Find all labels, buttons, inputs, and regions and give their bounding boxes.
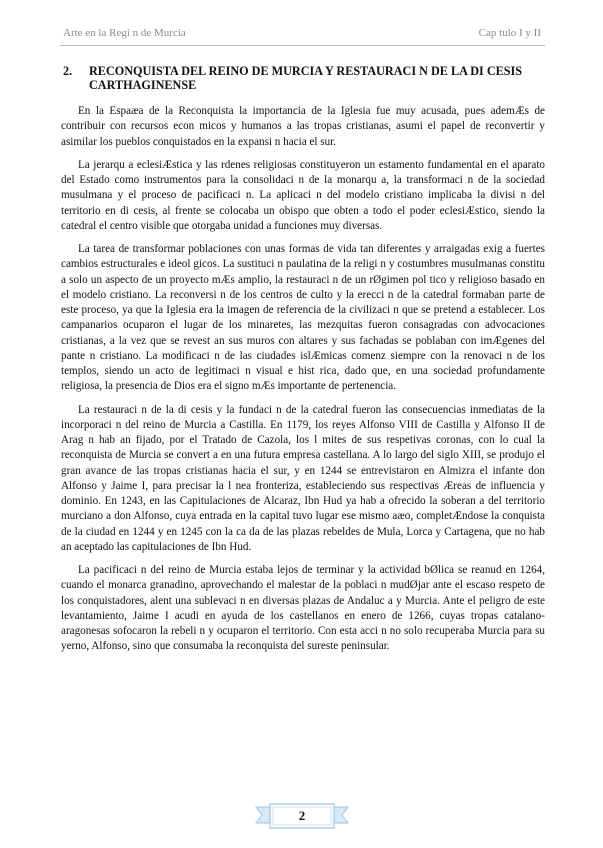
- page-body: [61, 64, 545, 663]
- section-title: RECONQUISTA DEL REINO DE MURCIA Y RESTAURACI N DE LA DI CESIS CARTHAGINENSE: [89, 64, 523, 92]
- page-number: 2: [298, 808, 306, 823]
- header-book-title: Arte en la Regi n de Murcia: [63, 27, 186, 39]
- paragraph: La tarea de transformar poblaciones con unas formas de vida tan diferentes y arraigadas exig a fuertes cambios estructurales e ideol gicos. La sustituci n paulatina de la religi n y costumbres musulmanas constitu a solo un aspecto de un proyecto mÆs amplio, la restauraci n de un rØgimen pol tico y religioso basado en el modelo cristiano. La reconversi n de los centros de culto y la erecci n de la catedral formaban parte de este proceso, ya que la Iglesia era la imagen de referencia de la civilizaci n que se pretend a establecer. Los campanarios ocuparon el lugar de los minaretes, las mezquitas fueron consagradas con advocaciones cristianas, a la vez que se revest an sus muros con altares y sus fachadas se poblaban con imÆgenes del pante n cristiano. La modificaci n de las ciudades islÆmicas comenz siempre con la renovaci n de los templos, siendo un acto de legitimaci n visual e hist rica, dado que, en una sociedad profundamente religiosa, la presencia de Dios era el signo mÆs importante de pertenencia.: [61, 243, 545, 393]
- section-heading: [61, 64, 545, 92]
- paragraph: La restauraci n de la di cesis y la fundaci n de la catedral fueron las consecuencias inmediatas de la incorporaci n del reino de Murcia a Castilla. En 1179, los reyes Alfonso VIII de Castilla y Alfonso II de Arag n hab an fijado, por el Tratado de Cazola, los l mites de sus respetivas coronas, con lo cual la reconquista de Murcia se convert a en una futura empresa castellana. A lo largo del siglo XIII, se produjo el gran avance de las tropas cristianas hacia el sur, y en 1244 se entrevistaron en Almizra el infante don Alfonso y Jaime I, para precisar la l nea fronteriza, estableciendo sus respectivas Æreas de influencia y dominio. En 1243, en las Capitulaciones de Alcaraz, Ibn Hud ya hab a ofrecido la soberan a del territorio murciano a don Alfonso, cuya entrada en la capital tuvo lugar ese mismo aæo, completÆndose la conquista de la ciudad en 1244 y en 1245 con la ca da de las plazas rebeldes de Mula, Lorca y Cartagena, que no hab an aceptado las capitulaciones de Ibn Hud.: [61, 403, 545, 553]
- header-chapter: Cap tulo I y II: [478, 27, 541, 39]
- paragraph: En la Espaæa de la Reconquista la importancia de la Iglesia fue muy acusada, pues ademÆs de contribuir con recursos econ micos y humanos a las tropas cristianas, asumi el papel de reconvertir y asimilar los pueblos conquistados en la expansi n hacia el sur.: [61, 105, 545, 148]
- running-header: [63, 27, 541, 43]
- section-number: 2.: [63, 64, 73, 78]
- header-divider: [60, 45, 545, 46]
- page-number-ornament: [254, 803, 350, 831]
- paragraph: La pacificaci n del reino de Murcia estaba lejos de terminar y la actividad bØlica se reanud en 1264, cuando el monarca granadino, aprovechando el malestar de la poblaci n mudØjar ante el escaso respeto de los conquistadores, alent una sublevaci n en diversas plazas de Andaluc a y Murcia. Ante el peligro de este levantamiento, Jaime I acudi en ayuda de los castellanos en enero de 1266, cuyas tropas catalano-aragonesas sofocaron la rebeli n y ocuparon el territorio. Con esta acci n no solo recuperaba Murcia para su yerno, Alfonso, sino que consumaba la reconquista del sureste peninsular.: [61, 564, 545, 653]
- paragraph: La jerarqu a eclesiÆstica y las rdenes religiosas constituyeron un estamento fundamental en el aparato del Estado como instrumentos para la consolidaci n de la monarqu a, la transformaci n de la sociedad musulmana y el proceso de pacificaci n. La aplicaci n del modelo cristiano implicaba la divisi n del territorio en di cesis, al frente se colocaba un obispo que obten a todo el poder eclesiÆstico, siendo la catedral el centro visible que otorgaba unidad a funciones muy diversas.: [61, 158, 545, 232]
